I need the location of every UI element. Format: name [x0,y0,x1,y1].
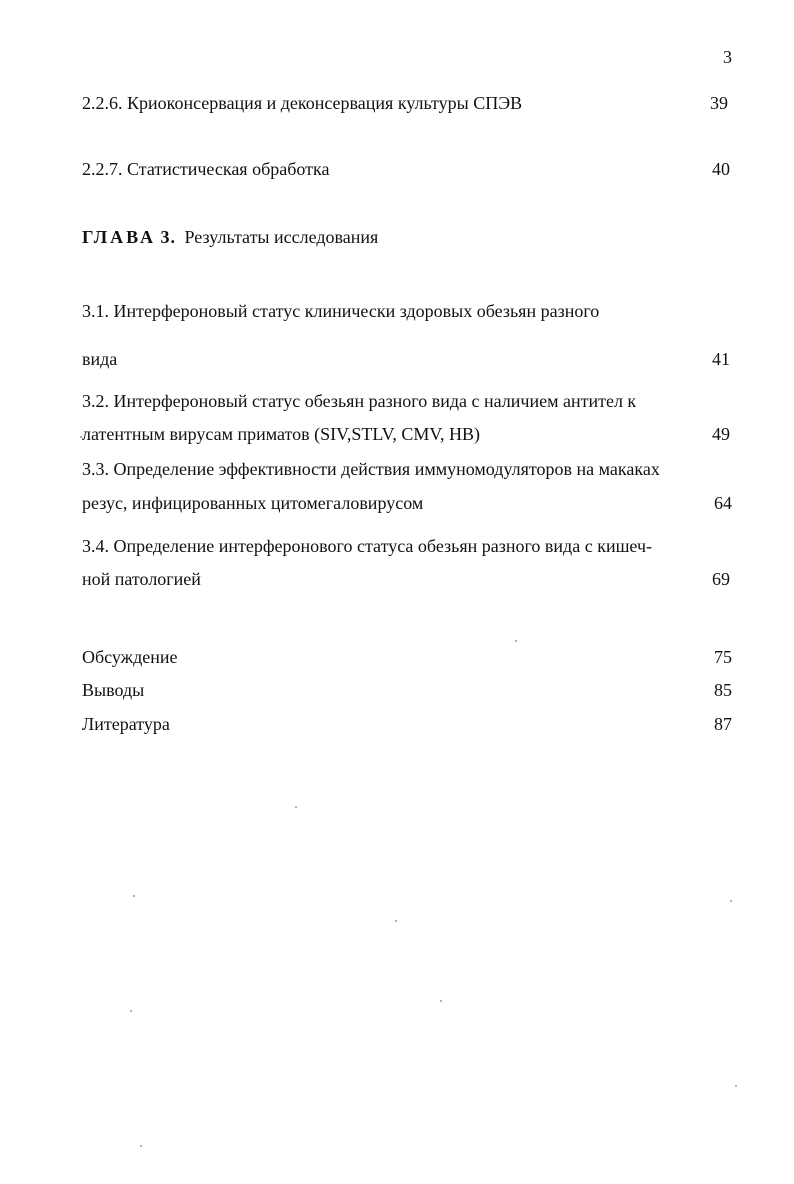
toc-entry-2-2-6-page: 39 [710,93,728,113]
toc-entry-2-2-6-title: 2.2.6. Криоконсервация и деконсервация культуры СПЭВ [82,93,523,113]
toc-entry-literature-page: 87 [714,714,732,734]
toc-entry-3-3-line1: 3.3. Определение эффективности действия иммуномодуляторов на макаках [82,459,660,479]
toc-entry-conclusions: Выводы [82,680,145,700]
scan-speck [735,1085,737,1087]
page-number: 3 [723,47,732,67]
scan-speck [295,806,297,808]
toc-entry-discussion: Обсуждение [82,647,178,667]
scan-speck [440,1000,442,1002]
toc-entry-3-4-line1: 3.4. Определение интерферонового статуса обезьян разного вида с кишеч- [82,536,653,556]
toc-entry-3-3-line2: резус, инфицированных цитомегаловирусом [82,493,424,513]
toc-entry-conclusions-page: 85 [714,680,732,700]
toc-entry-3-2-page: 49 [712,424,730,444]
toc-entry-3-4-page: 69 [712,569,730,589]
toc-entry-discussion-page: 75 [714,647,732,667]
scan-speck [133,895,135,897]
toc-entry-3-1-line1: 3.1. Интерфероновый статус клинически здоровых обезьян разного [82,301,600,321]
scan-speck [515,640,517,642]
toc-entry-3-2-line1: 3.2. Интерфероновый статус обезьян разного вида с наличием антител к [82,391,637,411]
scan-speck [80,436,82,438]
scan-speck [730,900,732,902]
chapter-number: 3. [160,227,177,247]
scan-speck [130,1010,132,1012]
toc-entry-3-2-line2: латентным вирусам приматов (SIV,STLV, CMV, HB) [82,424,481,444]
toc-entry-literature: Литература [82,714,170,734]
toc-entry-3-3-page: 64 [714,493,732,513]
toc-entry-3-4-line2: ной патологией [82,569,201,589]
chapter-3-heading [82,226,378,248]
chapter-label: ГЛАВА [82,227,157,247]
toc-entry-3-1-line2: вида [82,349,118,369]
toc-entry-3-1-page: 41 [712,349,730,369]
chapter-title: Результаты исследования [184,227,379,247]
scan-speck [140,1145,142,1147]
toc-entry-2-2-7-title: 2.2.7. Статистическая обработка [82,159,330,179]
scan-speck [395,920,397,922]
toc-entry-2-2-7-page: 40 [712,159,730,179]
